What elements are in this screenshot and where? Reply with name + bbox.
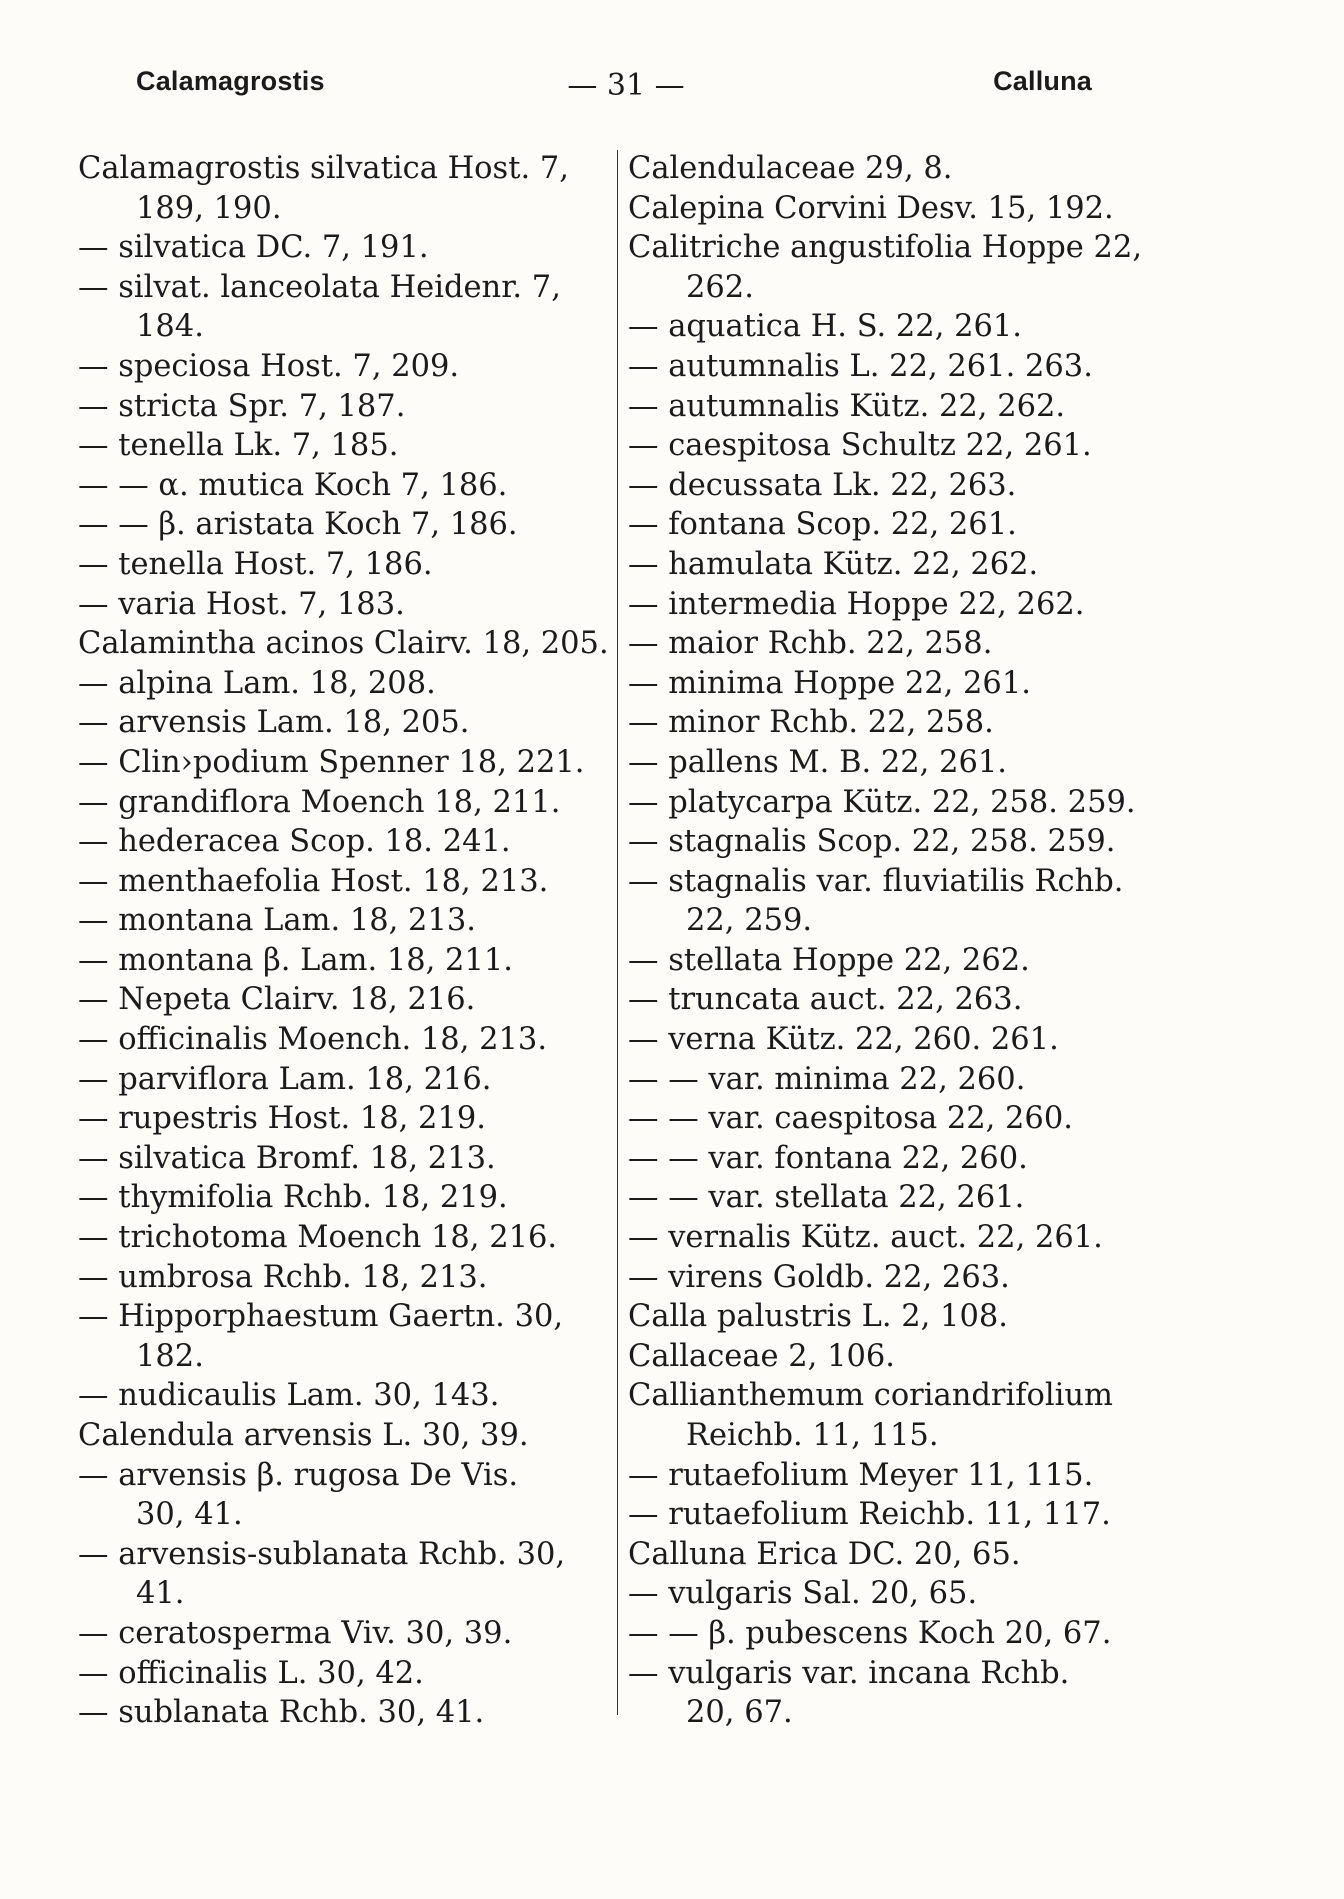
- index-entry: [78, 703, 608, 743]
- index-entry-line: — — β. pubescens Koch 20, 67.: [628, 1615, 1112, 1651]
- index-entry-continuation: 22, 259.: [686, 903, 813, 939]
- index-entry: [628, 1574, 1158, 1614]
- index-entry-line: — arvensis β. rugosa De Vis.: [78, 1457, 519, 1493]
- index-entry-line: — — var. caespitosa 22, 260.: [628, 1101, 1073, 1137]
- index-entry-line: — montana β. Lam. 18, 211.: [78, 942, 513, 978]
- index-entry-line: — Clin›podium Spenner 18, 221.: [78, 744, 585, 780]
- index-entry-line: — stricta Spr. 7, 187.: [78, 388, 406, 424]
- column-divider: [617, 150, 618, 1715]
- right-column: [628, 149, 1158, 1733]
- index-entry: [628, 1139, 1158, 1179]
- index-entry: [78, 466, 608, 506]
- index-entry-line: — verna Kütz. 22, 260. 261.: [628, 1022, 1059, 1058]
- page-header: [136, 66, 1092, 106]
- index-entry-line: — ceratosperma Viv. 30, 39.: [78, 1615, 513, 1651]
- index-entry-line: — tenella Lk. 7, 185.: [78, 428, 399, 464]
- page-number: — 31 —: [567, 68, 685, 103]
- index-entry: [78, 505, 608, 545]
- index-entry-line: — silvat. lanceolata Heidenr. 7,: [78, 269, 561, 305]
- index-entry-continuation: 262.: [686, 269, 754, 305]
- index-entry: [78, 228, 608, 268]
- index-entry-line: — pallens M. B. 22, 261.: [628, 744, 1007, 780]
- index-entry: [78, 1693, 608, 1733]
- index-entry: [628, 1099, 1158, 1139]
- index-entry-line: — aquatica H. S. 22, 261.: [628, 309, 1022, 345]
- index-entry-continuation: 41.: [136, 1576, 185, 1612]
- header-right-term: Calluna: [993, 66, 1092, 96]
- index-entry-line: — rupestris Host. 18, 219.: [78, 1101, 486, 1137]
- index-entry-line: — — var. stellata 22, 261.: [628, 1180, 1025, 1216]
- index-entry-line: — decussata Lk. 22, 263.: [628, 467, 1017, 503]
- index-entry: [628, 505, 1158, 545]
- index-entry-line: — silvatica Bromf. 18, 213.: [78, 1140, 496, 1176]
- index-entry: [78, 387, 608, 427]
- index-entry: [628, 1178, 1158, 1218]
- index-entry: [628, 1614, 1158, 1654]
- index-entry: [78, 1139, 608, 1179]
- index-entry: [78, 743, 608, 783]
- index-entry-line: Calendula arvensis L. 30, 39.: [78, 1418, 529, 1453]
- index-entry-line: — virens Goldb. 22, 263.: [628, 1259, 1010, 1295]
- index-entry-line: — alpina Lam. 18, 208.: [78, 665, 436, 701]
- index-entry-line: — thymifolia Rchb. 18, 219.: [78, 1180, 508, 1216]
- index-entry-line: — Nepeta Clairv. 18, 216.: [78, 982, 476, 1018]
- index-entry: [78, 1376, 608, 1416]
- index-entry: [78, 980, 608, 1020]
- index-entry: [628, 387, 1158, 427]
- index-entry: [78, 1456, 608, 1535]
- index-entry-line: Calamagrostis silvatica Host. 7,: [78, 151, 569, 186]
- index-entry: [628, 228, 1158, 307]
- index-entry-line: — rutaefolium Meyer 11, 115.: [628, 1457, 1094, 1493]
- index-entry: [628, 189, 1158, 229]
- index-entry: [628, 1654, 1158, 1733]
- index-entry: [628, 466, 1158, 506]
- index-entry: [78, 1614, 608, 1654]
- index-entry: [78, 664, 608, 704]
- index-entry-line: — montana Lam. 18, 213.: [78, 903, 476, 939]
- index-entry-line: — tenella Host. 7, 186.: [78, 546, 433, 582]
- index-entry-line: — Hipporphaestum Gaertn. 30,: [78, 1299, 564, 1335]
- index-entry: [78, 1060, 608, 1100]
- index-entry: [78, 1654, 608, 1694]
- index-entry-line: — silvatica DC. 7, 191.: [78, 230, 429, 266]
- index-entry-line: Calamintha acinos Clairv. 18, 205.: [78, 626, 609, 662]
- index-entry: [628, 1456, 1158, 1496]
- index-entry-line: — autumnalis Kütz. 22, 262.: [628, 388, 1066, 424]
- index-entry-line: — grandiflora Moench 18, 211.: [78, 784, 561, 820]
- index-entry: [628, 822, 1158, 862]
- index-entry-continuation: 30, 41.: [136, 1497, 243, 1533]
- index-entry-line: Calla palustris L. 2, 108.: [628, 1299, 1008, 1335]
- index-entry: [628, 1258, 1158, 1298]
- index-entry: [78, 1258, 608, 1298]
- header-left-term: Calamagrostis: [136, 66, 325, 96]
- index-entry: [78, 783, 608, 823]
- index-entry-line: — umbrosa Rchb. 18, 213.: [78, 1259, 488, 1295]
- index-entry-line: — minima Hoppe 22, 261.: [628, 665, 1031, 701]
- index-entry-line: — rutaefolium Reichb. 11, 117.: [628, 1497, 1111, 1533]
- left-column: [78, 149, 608, 1733]
- index-entry: [628, 980, 1158, 1020]
- index-entry-line: — truncata auct. 22, 263.: [628, 982, 1023, 1018]
- index-entry: [78, 901, 608, 941]
- index-entry-line: — stagnalis Scop. 22, 258. 259.: [628, 824, 1116, 860]
- index-entry-line: — hederacea Scop. 18. 241.: [78, 824, 511, 860]
- index-entry-line: Calluna Erica DC. 20, 65.: [628, 1536, 1021, 1572]
- index-entry-line: — nudicaulis Lam. 30, 143.: [78, 1378, 500, 1414]
- index-entry-continuation: 184.: [136, 309, 204, 345]
- index-entry: [78, 585, 608, 625]
- index-entry: [628, 664, 1158, 704]
- index-entry-line: — speciosa Host. 7, 209.: [78, 348, 460, 384]
- index-entry-line: — platycarpa Kütz. 22, 258. 259.: [628, 784, 1136, 820]
- index-entry-line: — vulgaris Sal. 20, 65.: [628, 1576, 978, 1612]
- index-entry: [628, 862, 1158, 941]
- index-entry-line: — varia Host. 7, 183.: [78, 586, 405, 622]
- index-entry: [628, 149, 1158, 189]
- index-entry-line: — officinalis Moench. 18, 213.: [78, 1022, 548, 1058]
- index-entry: [78, 1178, 608, 1218]
- index-entry: [78, 1297, 608, 1376]
- index-entry-line: — — β. aristata Koch 7, 186.: [78, 507, 518, 543]
- index-entry: [78, 862, 608, 902]
- index-entry: [628, 1337, 1158, 1377]
- index-entry: [78, 1099, 608, 1139]
- index-entry-line: — stellata Hoppe 22, 262.: [628, 942, 1030, 978]
- index-entry-line: — minor Rchb. 22, 258.: [628, 705, 994, 741]
- index-entry: [628, 941, 1158, 981]
- index-entry: [628, 545, 1158, 585]
- index-entry-continuation: 189, 190.: [136, 190, 282, 226]
- index-entry: [78, 426, 608, 466]
- index-entry-line: — arvensis Lam. 18, 205.: [78, 705, 470, 741]
- index-entry-line: — arvensis-sublanata Rchb. 30,: [78, 1536, 566, 1572]
- index-entry: [78, 545, 608, 585]
- index-entry-line: Calepina Corvini Desv. 15, 192.: [628, 190, 1114, 226]
- index-entry-continuation: 20, 67.: [686, 1695, 793, 1731]
- index-entry: [78, 941, 608, 981]
- index-entry: [78, 149, 608, 228]
- index-entry: [628, 1060, 1158, 1100]
- index-entry: [628, 1376, 1158, 1455]
- index-entry-line: — trichotoma Moench 18, 216.: [78, 1220, 558, 1256]
- index-entry-line: — vulgaris var. incana Rchb.: [628, 1655, 1070, 1691]
- index-entry-line: — intermedia Hoppe 22, 262.: [628, 586, 1085, 622]
- index-entry: [78, 1218, 608, 1258]
- index-entry-line: Calitriche angustifolia Hoppe 22,: [628, 230, 1143, 266]
- index-entry: [628, 1495, 1158, 1535]
- index-entry-line: — parviflora Lam. 18, 216.: [78, 1061, 492, 1097]
- index-entry-line: — — α. mutica Koch 7, 186.: [78, 467, 508, 503]
- index-entry: [628, 307, 1158, 347]
- index-entry: [628, 347, 1158, 387]
- index-entry-line: — hamulata Kütz. 22, 262.: [628, 546, 1039, 582]
- index-entry-line: — vernalis Kütz. auct. 22, 261.: [628, 1220, 1103, 1256]
- index-entry: [78, 624, 608, 664]
- index-entry: [78, 822, 608, 862]
- index-entry: [78, 1416, 608, 1456]
- index-entry: [78, 1020, 608, 1060]
- index-entry: [78, 268, 608, 347]
- index-entry: [628, 1535, 1158, 1575]
- index-entry: [628, 426, 1158, 466]
- index-entry-line: Callianthemum coriandrifolium: [628, 1378, 1113, 1414]
- index-entry: [628, 783, 1158, 823]
- index-entry-line: — fontana Scop. 22, 261.: [628, 507, 1017, 543]
- index-entry-line: — — var. fontana 22, 260.: [628, 1140, 1028, 1176]
- index-entry: [628, 624, 1158, 664]
- index-entry: [628, 585, 1158, 625]
- index-entry-continuation: Reichb. 11, 115.: [686, 1418, 939, 1453]
- index-entry: [628, 703, 1158, 743]
- index-entry: [78, 347, 608, 387]
- index-entry-line: — maior Rchb. 22, 258.: [628, 626, 993, 662]
- index-entry: [78, 1535, 608, 1614]
- index-entry: [628, 1020, 1158, 1060]
- index-entry-line: — stagnalis var. fluviatilis Rchb.: [628, 863, 1124, 899]
- index-entry-line: — menthaefolia Host. 18, 213.: [78, 863, 549, 899]
- index-entry: [628, 743, 1158, 783]
- index-entry-line: — sublanata Rchb. 30, 41.: [78, 1695, 485, 1731]
- index-entry-line: — — var. minima 22, 260.: [628, 1061, 1026, 1097]
- index-entry-line: — officinalis L. 30, 42.: [78, 1655, 424, 1691]
- index-entry-line: — autumnalis L. 22, 261. 263.: [628, 348, 1093, 384]
- index-entry: [628, 1297, 1158, 1337]
- index-entry: [628, 1218, 1158, 1258]
- index-entry-line: Calendulaceae 29, 8.: [628, 151, 953, 186]
- index-entry-line: Callaceae 2, 106.: [628, 1338, 895, 1374]
- index-entry-continuation: 182.: [136, 1338, 204, 1374]
- index-entry-line: — caespitosa Schultz 22, 261.: [628, 428, 1092, 464]
